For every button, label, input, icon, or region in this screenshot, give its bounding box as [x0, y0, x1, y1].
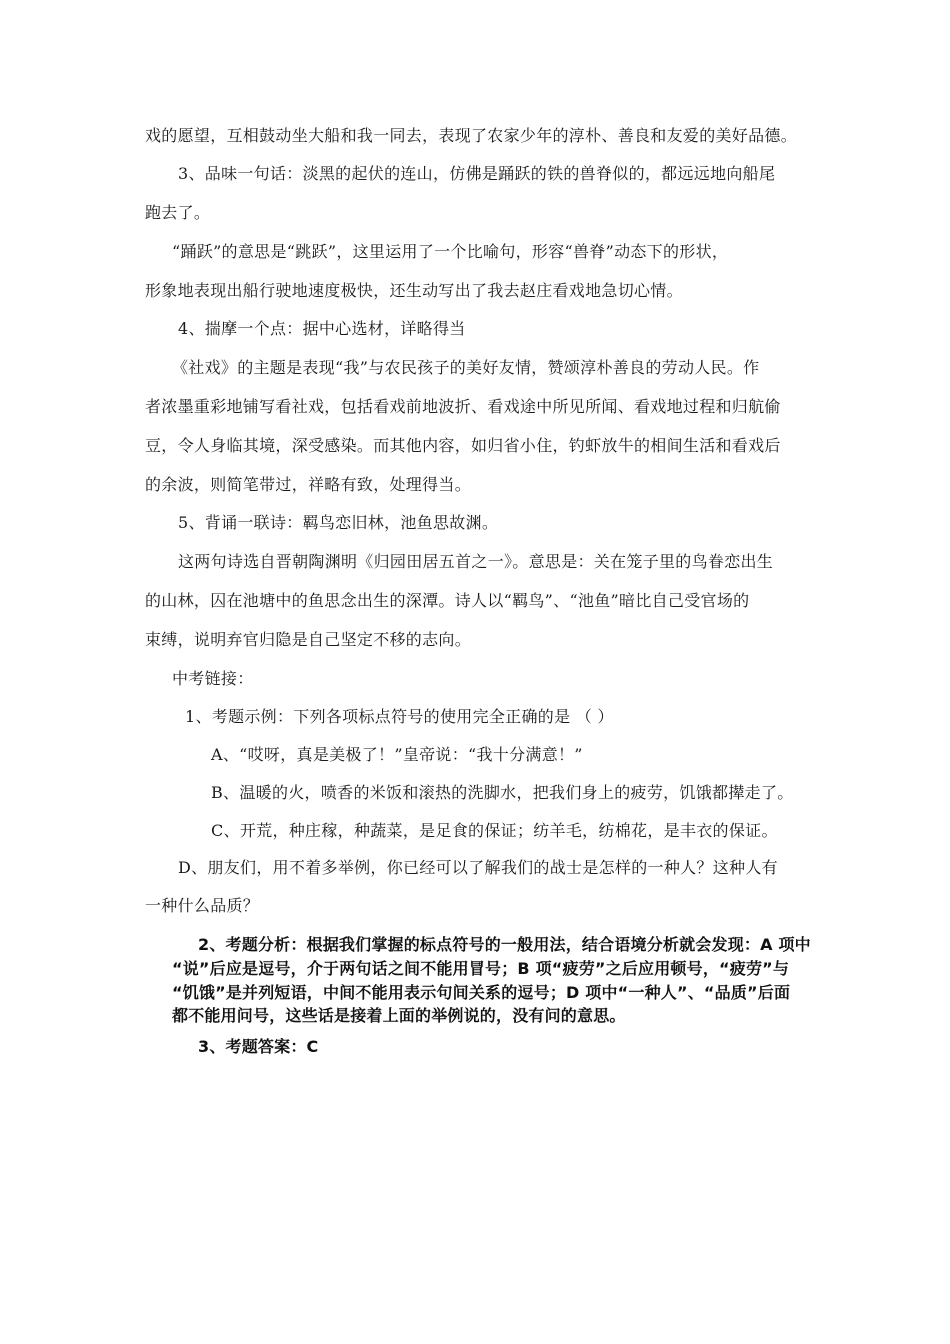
- paragraph-line: 形象地表现出船行驶地速度极快，还生动写出了我去赵庄看戏地急切心情。: [145, 281, 683, 300]
- exam-question: 1、考题示例：下列各项标点符号的使用完全正确的是 （ ）: [185, 707, 614, 726]
- paragraph-line: “踊跃”的意思是“跳跃”，这里运用了一个比喻句，形容“兽脊”动态下的形状，: [172, 242, 729, 261]
- option-c: C、开荒，种庄稼，种蔬菜，是足食的保证；纺羊毛，纺棉花，是丰衣的保证。: [211, 821, 778, 840]
- exam-analysis: 2、考题分析：根据我们掌握的标点符号的一般用法，结合语境分析就会发现：A 项中: [198, 935, 811, 954]
- exam-analysis-line: “说”后应是逗号，介于两句话之间不能用冒号；B 项“疲劳”之后应用顿号，“疲劳”与: [172, 959, 790, 978]
- paragraph-line: 戏的愿望，互相鼓动坐大船和我一同去，表现了农家少年的淳朴、善良和友爱的美好品德。: [145, 126, 798, 145]
- paragraph-line: 豆，令人身临其境，深受感染。而其他内容，如归省小住，钓虾放牛的相间生活和看戏后: [145, 436, 781, 455]
- paragraph-line: 者浓墨重彩地铺写看社戏，包括看戏前地波折、看戏途中所见所闻、看戏地过程和归航偷: [145, 397, 781, 416]
- option-b: B、温暖的火，喷香的米饭和滚热的洗脚水，把我们身上的疲劳，饥饿都撵走了。: [211, 783, 794, 802]
- item-4-heading: 4、揣摩一个点：据中心选材，详略得当: [178, 319, 466, 338]
- paragraph-line: 的山林，囚在池塘中的鱼思念出生的深潭。诗人以“羁鸟”、“池鱼”暗比自己受官场的: [145, 591, 750, 610]
- paragraph-line: 《社戏》的主题是表现“我”与农民孩子的美好友情，赞颂淳朴善良的劳动人民。作: [172, 358, 760, 377]
- option-d: D、朋友们，用不着多举例，你已经可以了解我们的战士是怎样的一种人？这种人有: [178, 858, 778, 877]
- paragraph-line: 束缚，说明弃官归隐是自己坚定不移的志向。: [145, 630, 472, 649]
- option-a: A、“哎呀，真是美极了！”皇帝说：“我十分满意！”: [211, 745, 583, 764]
- option-d-continued: 一种什么品质？: [145, 896, 260, 915]
- exam-analysis-line: 都不能用问号，这些话是接着上面的举例说的，没有问的意思。: [172, 1006, 626, 1025]
- item-5-heading: 5、背诵一联诗：羁鸟恋旧林，池鱼思故渊。: [178, 513, 499, 532]
- exam-answer: 3、考题答案：C: [198, 1037, 319, 1056]
- paragraph-line: 跑去了。: [145, 203, 211, 222]
- exam-analysis-line: “饥饿”是并列短语，中间不能用表示句间关系的逗号；D 项中“一种人”、“品质”后面: [172, 983, 791, 1002]
- paragraph-line: 的余波，则简笔带过，祥略有致，处理得当。: [145, 475, 472, 494]
- paragraph-line: 这两句诗选自晋朝陶渊明《归园田居五首之一》。意思是：关在笼子里的鸟眷恋出生: [178, 552, 774, 571]
- section-heading-exam-link: 中考链接：: [172, 669, 254, 688]
- item-3-heading: 3、品味一句话：淡黑的起伏的连山，仿佛是踊跃的铁的兽脊似的，都远远地向船尾: [178, 164, 776, 183]
